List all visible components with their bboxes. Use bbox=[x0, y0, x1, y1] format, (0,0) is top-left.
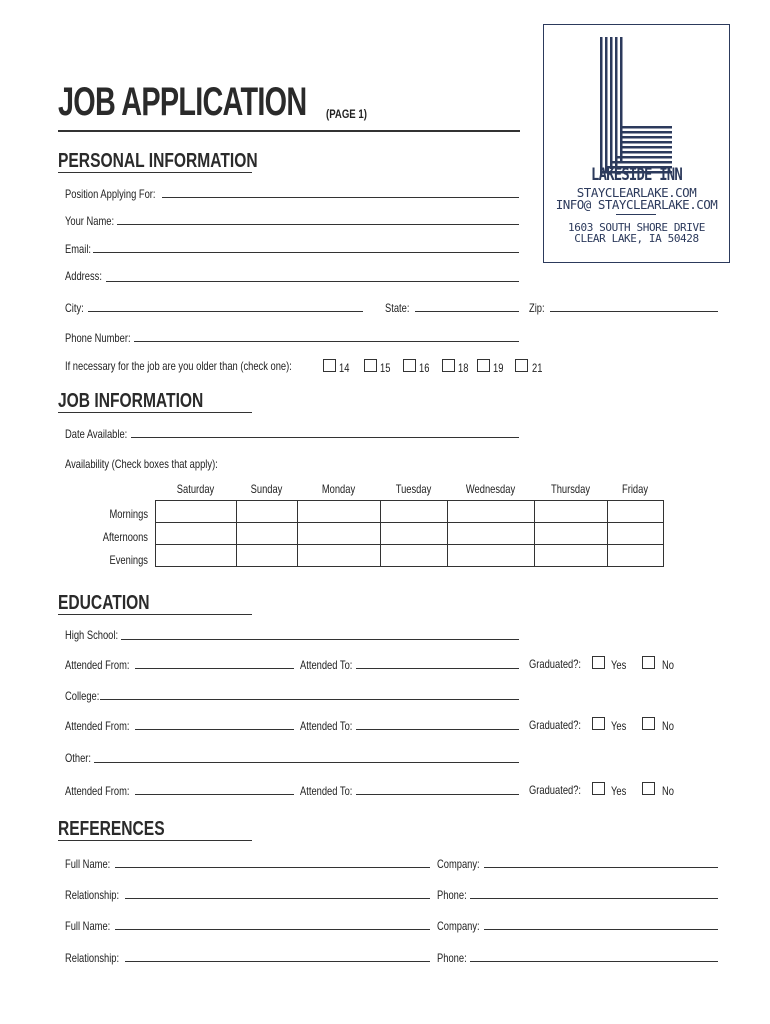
ref2-phone-field[interactable] bbox=[470, 961, 718, 962]
ref2-relationship-field[interactable] bbox=[125, 961, 430, 962]
state-field[interactable] bbox=[415, 311, 519, 312]
hs-graduated-no-checkbox[interactable] bbox=[642, 656, 655, 669]
logo-email: INFO@ STAYCLEARLAKE.COM bbox=[555, 197, 718, 212]
date-available-field[interactable] bbox=[131, 437, 519, 438]
day-header-sunday: Sunday bbox=[250, 482, 283, 496]
other-attended-from-field[interactable] bbox=[135, 794, 294, 795]
position-field[interactable] bbox=[162, 197, 519, 198]
ref2-full-name-field[interactable] bbox=[115, 929, 430, 930]
phone-field[interactable] bbox=[134, 341, 519, 342]
time-header-evenings: Evenings bbox=[109, 553, 148, 567]
email-label: Email: bbox=[65, 242, 92, 256]
high-school-field[interactable] bbox=[121, 639, 519, 640]
other-graduated-no-checkbox[interactable] bbox=[642, 782, 655, 795]
day-header-wednesday: Wednesday bbox=[465, 482, 516, 496]
ref1-company-label: Company: bbox=[437, 857, 480, 871]
age-16-label: 16 bbox=[419, 361, 430, 375]
section-heading: REFERENCES bbox=[58, 818, 165, 840]
hs-attended-to-field[interactable] bbox=[356, 668, 519, 669]
day-header-thursday: Thursday bbox=[550, 482, 591, 496]
availability-cell[interactable] bbox=[237, 501, 298, 523]
other-attended-from-label: Attended From: bbox=[65, 784, 130, 798]
availability-cell[interactable] bbox=[237, 545, 298, 567]
availability-cell[interactable] bbox=[381, 523, 448, 545]
other-field[interactable] bbox=[94, 762, 519, 763]
phone-label: Phone Number: bbox=[65, 331, 131, 345]
other-graduated-yes-checkbox[interactable] bbox=[592, 782, 605, 795]
hs-graduated-no-label: No bbox=[662, 658, 674, 672]
section-heading: PERSONAL INFORMATION bbox=[58, 150, 258, 172]
availability-cell[interactable] bbox=[535, 545, 608, 567]
availability-row-mornings bbox=[156, 501, 664, 523]
day-header-tuesday: Tuesday bbox=[395, 482, 432, 496]
page-title: JOB APPLICATION bbox=[58, 80, 307, 124]
logo-address-line2: CLEAR LAKE, IA 50428 bbox=[574, 232, 699, 245]
time-header-afternoons: Afternoons bbox=[102, 530, 148, 544]
age-21-checkbox[interactable] bbox=[515, 359, 528, 372]
availability-cell[interactable] bbox=[608, 501, 664, 523]
hs-graduated-yes-label: Yes bbox=[611, 658, 627, 672]
age-16-checkbox[interactable] bbox=[403, 359, 416, 372]
zip-label: Zip: bbox=[529, 301, 545, 315]
name-field[interactable] bbox=[117, 224, 519, 225]
college-attended-to-field[interactable] bbox=[356, 729, 519, 730]
section-heading: JOB INFORMATION bbox=[58, 390, 204, 412]
age-15-label: 15 bbox=[380, 361, 391, 375]
age-15-checkbox[interactable] bbox=[364, 359, 377, 372]
age-question-label: If necessary for the job are you older than (check one): bbox=[65, 359, 292, 373]
age-19-label: 19 bbox=[493, 361, 504, 375]
hs-graduated-yes-checkbox[interactable] bbox=[592, 656, 605, 669]
availability-cell[interactable] bbox=[381, 545, 448, 567]
ref2-company-field[interactable] bbox=[484, 929, 718, 930]
age-21-label: 21 bbox=[532, 361, 543, 375]
college-graduated-yes-checkbox[interactable] bbox=[592, 717, 605, 730]
availability-cell[interactable] bbox=[448, 501, 535, 523]
other-graduated-yes-label: Yes bbox=[611, 784, 627, 798]
college-attended-to-label: Attended To: bbox=[300, 719, 353, 733]
position-label: Position Applying For: bbox=[65, 187, 156, 201]
city-field[interactable] bbox=[88, 311, 363, 312]
email-field[interactable] bbox=[93, 252, 519, 253]
age-19-checkbox[interactable] bbox=[477, 359, 490, 372]
ref1-relationship-label: Relationship: bbox=[65, 888, 120, 902]
ref1-phone-field[interactable] bbox=[470, 898, 718, 899]
college-graduated-no-label: No bbox=[662, 719, 674, 733]
hs-attended-from-label: Attended From: bbox=[65, 658, 130, 672]
availability-cell[interactable] bbox=[298, 545, 381, 567]
availability-cell[interactable] bbox=[237, 523, 298, 545]
title-block bbox=[58, 80, 520, 132]
age-18-label: 18 bbox=[458, 361, 469, 375]
address-label: Address: bbox=[65, 269, 102, 283]
availability-cell[interactable] bbox=[608, 545, 664, 567]
availability-label: Availability (Check boxes that apply): bbox=[65, 457, 218, 471]
other-graduated-label: Graduated?: bbox=[529, 783, 582, 797]
ref1-phone-label: Phone: bbox=[437, 888, 467, 902]
ref1-full-name-field[interactable] bbox=[115, 867, 430, 868]
page-number-label: (PAGE 1) bbox=[326, 107, 367, 121]
other-attended-to-field[interactable] bbox=[356, 794, 519, 795]
ref2-phone-label: Phone: bbox=[437, 951, 467, 965]
availability-cell[interactable] bbox=[448, 523, 535, 545]
section-heading: EDUCATION bbox=[58, 592, 150, 614]
availability-cell[interactable] bbox=[156, 545, 237, 567]
logo-box bbox=[543, 24, 730, 263]
availability-cell[interactable] bbox=[535, 523, 608, 545]
college-label: College: bbox=[65, 689, 100, 703]
ref2-full-name-label: Full Name: bbox=[65, 919, 111, 933]
section-personal-information bbox=[58, 150, 258, 173]
day-header-monday: Monday bbox=[321, 482, 356, 496]
other-label: Other: bbox=[65, 751, 92, 765]
zip-field[interactable] bbox=[550, 311, 718, 312]
availability-cell[interactable] bbox=[448, 545, 535, 567]
hs-graduated-label: Graduated?: bbox=[529, 657, 582, 671]
age-18-checkbox[interactable] bbox=[442, 359, 455, 372]
city-label: City: bbox=[65, 301, 84, 315]
availability-cell[interactable] bbox=[535, 501, 608, 523]
time-header-mornings: Mornings bbox=[109, 507, 148, 521]
hs-attended-to-label: Attended To: bbox=[300, 658, 353, 672]
section-education bbox=[58, 592, 252, 615]
availability-cell[interactable] bbox=[298, 523, 381, 545]
high-school-label: High School: bbox=[65, 628, 119, 642]
day-header-friday: Friday bbox=[621, 482, 649, 496]
logo-name: LAKESIDE INN bbox=[591, 165, 682, 185]
logo-address-line1: 1603 SOUTH SHORE DRIVE bbox=[568, 221, 705, 234]
age-14-label: 14 bbox=[339, 361, 350, 375]
college-graduated-label: Graduated?: bbox=[529, 718, 582, 732]
ref2-company-label: Company: bbox=[437, 919, 480, 933]
ref1-relationship-field[interactable] bbox=[125, 898, 430, 899]
address-field[interactable] bbox=[106, 281, 519, 282]
availability-cell[interactable] bbox=[156, 501, 237, 523]
other-graduated-no-label: No bbox=[662, 784, 674, 798]
availability-row-afternoons bbox=[156, 523, 664, 545]
college-graduated-yes-label: Yes bbox=[611, 719, 627, 733]
college-graduated-no-checkbox[interactable] bbox=[642, 717, 655, 730]
hs-attended-from-field[interactable] bbox=[135, 668, 294, 669]
section-references bbox=[58, 818, 252, 841]
ref1-company-field[interactable] bbox=[484, 867, 718, 868]
college-attended-from-field[interactable] bbox=[135, 729, 294, 730]
state-label: State: bbox=[385, 301, 410, 315]
availability-cell[interactable] bbox=[608, 523, 664, 545]
availability-grid bbox=[155, 500, 664, 567]
name-label: Your Name: bbox=[65, 214, 115, 228]
availability-cell[interactable] bbox=[298, 501, 381, 523]
availability-row-evenings bbox=[156, 545, 664, 567]
availability-cell[interactable] bbox=[381, 501, 448, 523]
college-attended-from-label: Attended From: bbox=[65, 719, 130, 733]
ref1-full-name-label: Full Name: bbox=[65, 857, 111, 871]
age-14-checkbox[interactable] bbox=[323, 359, 336, 372]
logo-website: STAYCLEARLAKE.COM bbox=[576, 185, 697, 200]
college-field[interactable] bbox=[100, 699, 519, 700]
section-job-information bbox=[58, 390, 252, 413]
date-available-label: Date Available: bbox=[65, 427, 128, 441]
ref2-relationship-label: Relationship: bbox=[65, 951, 120, 965]
other-attended-to-label: Attended To: bbox=[300, 784, 353, 798]
day-header-saturday: Saturday bbox=[176, 482, 215, 496]
availability-cell[interactable] bbox=[156, 523, 237, 545]
